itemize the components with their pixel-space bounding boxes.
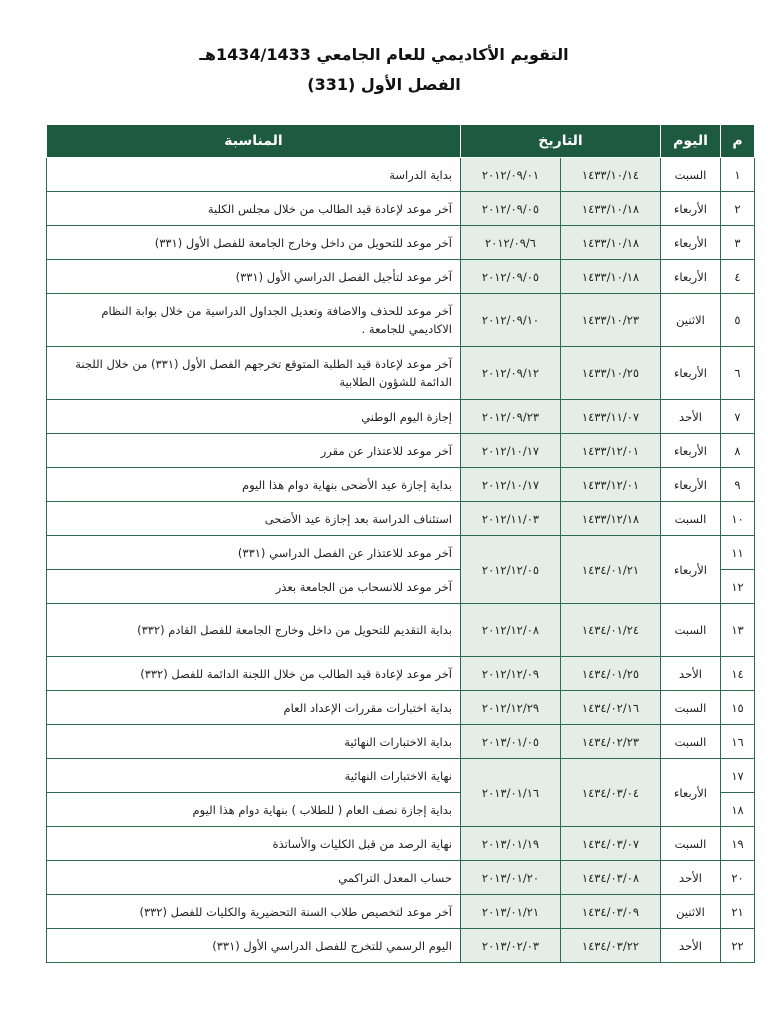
table-row	[47, 827, 755, 861]
row-day: الأربعاء	[661, 468, 721, 502]
row-hijri-date: ١٤٣٣/١٠/١٨	[561, 192, 661, 226]
row-hijri-date: ١٤٣٣/١٢/١٨	[561, 502, 661, 536]
row-day: الأربعاء	[661, 192, 721, 226]
row-occasion: بداية الدراسة	[47, 158, 461, 192]
row-number: ١	[721, 158, 755, 192]
row-hijri-date: ١٤٣٣/١٢/٠١	[561, 434, 661, 468]
semester-title: الفصل الأول (331)	[307, 75, 461, 94]
row-day: السبت	[661, 691, 721, 725]
row-occasion: آخر موعد للاعتذار عن مقرر	[47, 434, 461, 468]
header-date: التاريخ	[461, 125, 661, 158]
row-number: ١٣	[721, 604, 755, 657]
row-number: ١٩	[721, 827, 755, 861]
row-number: ٧	[721, 400, 755, 434]
table-row	[47, 759, 755, 793]
row-hijri-date: ١٤٣٣/١٢/٠١	[561, 468, 661, 502]
table-row	[47, 604, 755, 657]
row-day: الأربعاء	[661, 260, 721, 294]
row-hijri-date: ١٤٣٣/١٠/١٤	[561, 158, 661, 192]
row-hijri-date: ١٤٣٤/٠٣/٢٢	[561, 929, 661, 963]
row-number: ١١	[721, 536, 755, 570]
header-number: م	[721, 125, 755, 158]
row-hijri-date: ١٤٣٣/١١/٠٧	[561, 400, 661, 434]
row-gregorian-date: ٢٠١٢/١٢/٢٩	[461, 691, 561, 725]
row-hijri-date: ١٤٣٤/٠٢/١٦	[561, 691, 661, 725]
row-hijri-date: ١٤٣٣/١٠/٢٣	[561, 294, 661, 347]
row-day: السبت	[661, 158, 721, 192]
row-gregorian-date: ٢٠١٢/٠٩/٦	[461, 226, 561, 260]
row-number: ١٢	[721, 570, 755, 604]
row-occasion: آخر موعد لإعادة قيد الطالب من خلال اللجنة الدائمة للفصل (٣٣٢)	[47, 657, 461, 691]
row-day: الأحد	[661, 861, 721, 895]
row-gregorian-date: ٢٠١٣/٠١/٠٥	[461, 725, 561, 759]
row-number: ٨	[721, 434, 755, 468]
row-hijri-date: ١٤٣٣/١٠/٢٥	[561, 347, 661, 400]
row-hijri-date: ١٤٣٣/١٠/١٨	[561, 260, 661, 294]
row-occasion: حساب المعدل التراكمي	[47, 861, 461, 895]
row-gregorian-date: ٢٠١٢/١٢/٠٨	[461, 604, 561, 657]
row-hijri-date: ١٤٣٤/٠١/٢٤	[561, 604, 661, 657]
row-hijri-date: ١٤٣٤/٠١/٢٥	[561, 657, 661, 691]
row-occasion: بداية اختبارات مقررات الإعداد العام	[47, 691, 461, 725]
table-row	[47, 226, 755, 260]
table-row	[47, 657, 755, 691]
academic-calendar-table	[46, 124, 755, 963]
row-day: السبت	[661, 725, 721, 759]
row-day: الاثنين	[661, 895, 721, 929]
row-gregorian-date: ٢٠١٢/٠٩/٠٥	[461, 192, 561, 226]
row-number: ٣	[721, 226, 755, 260]
table-row	[47, 158, 755, 192]
row-day: الأربعاء	[661, 536, 721, 604]
table-row	[47, 691, 755, 725]
row-occasion: بداية التقديم للتحويل من داخل وخارج الجامعة للفصل القادم (٣٣٢)	[47, 604, 461, 657]
row-occasion: بداية إجازة عيد الأضحى بنهاية دوام هذا اليوم	[47, 468, 461, 502]
row-occasion: آخر موعد لتخصيص طلاب السنة التحضيرية والكليات للفصل (٣٣٢)	[47, 895, 461, 929]
row-hijri-date: ١٤٣٤/٠٣/٠٤	[561, 759, 661, 827]
row-gregorian-date: ٢٠١٢/١٠/١٧	[461, 468, 561, 502]
row-hijri-date: ١٤٣٤/٠١/٢١	[561, 536, 661, 604]
row-day: الأربعاء	[661, 434, 721, 468]
document-header	[0, 40, 768, 100]
table-row	[47, 347, 755, 400]
row-occasion: استئناف الدراسة بعد إجازة عيد الأضحى	[47, 502, 461, 536]
row-day: الأحد	[661, 400, 721, 434]
row-number: ١٨	[721, 793, 755, 827]
row-hijri-date: ١٤٣٤/٠٣/٠٨	[561, 861, 661, 895]
row-day: السبت	[661, 827, 721, 861]
row-number: ١٥	[721, 691, 755, 725]
table-row	[47, 434, 755, 468]
row-day: الأحد	[661, 657, 721, 691]
row-gregorian-date: ٢٠١٣/٠١/٢١	[461, 895, 561, 929]
row-gregorian-date: ٢٠١٢/١٢/٠٥	[461, 536, 561, 604]
header-day: اليوم	[661, 125, 721, 158]
row-gregorian-date: ٢٠١٢/١١/٠٣	[461, 502, 561, 536]
row-number: ٦	[721, 347, 755, 400]
row-number: ٢٠	[721, 861, 755, 895]
table-row	[47, 294, 755, 347]
row-occasion: آخر موعد لإعادة قيد الطلبة المتوقع تخرجهم الفصل الأول (٣٣١) من خلال اللجنة الدائمة للشؤون الطلابية	[47, 347, 461, 400]
row-day: الأحد	[661, 929, 721, 963]
row-hijri-date: ١٤٣٤/٠٢/٢٣	[561, 725, 661, 759]
row-gregorian-date: ٢٠١٣/٠١/١٩	[461, 827, 561, 861]
row-day: السبت	[661, 604, 721, 657]
table-row	[47, 895, 755, 929]
row-occasion: آخر موعد للانسحاب من الجامعة بعذر	[47, 570, 461, 604]
row-number: ٥	[721, 294, 755, 347]
row-occasion: آخر موعد للاعتذار عن الفصل الدراسي (٣٣١)	[47, 536, 461, 570]
row-occasion: آخر موعد لإعادة قيد الطالب من خلال مجلس الكلية	[47, 192, 461, 226]
row-occasion: بداية الاختبارات النهائية	[47, 725, 461, 759]
row-gregorian-date: ٢٠١٣/٠٢/٠٣	[461, 929, 561, 963]
row-number: ٢٢	[721, 929, 755, 963]
row-occasion: اليوم الرسمي للتخرج للفصل الدراسي الأول (٣٣١)	[47, 929, 461, 963]
table-header-row	[47, 125, 755, 158]
table-row	[47, 861, 755, 895]
row-number: ١٤	[721, 657, 755, 691]
row-occasion: نهاية الرصد من قبل الكليات والأساتذة	[47, 827, 461, 861]
row-day: الأربعاء	[661, 226, 721, 260]
row-gregorian-date: ٢٠١٢/٠٩/١٠	[461, 294, 561, 347]
row-gregorian-date: ٢٠١٢/٠٩/٢٣	[461, 400, 561, 434]
row-number: ١٦	[721, 725, 755, 759]
table-row	[47, 400, 755, 434]
row-occasion: آخر موعد لتأجيل الفصل الدراسي الأول (٣٣١)	[47, 260, 461, 294]
table-row	[47, 725, 755, 759]
row-gregorian-date: ٢٠١٢/٠٩/٠١	[461, 158, 561, 192]
table-row	[47, 929, 755, 963]
row-hijri-date: ١٤٣٤/٠٣/٠٧	[561, 827, 661, 861]
table-row	[47, 536, 755, 570]
row-number: ٤	[721, 260, 755, 294]
header-occasion: المناسبة	[47, 125, 461, 158]
row-occasion: آخر موعد للحذف والاضافة وتعديل الجداول الدراسية من خلال بوابة النظام الاكاديمي للجامعة .	[47, 294, 461, 347]
row-number: ٢١	[721, 895, 755, 929]
table-row	[47, 192, 755, 226]
row-gregorian-date: ٢٠١٣/٠١/٢٠	[461, 861, 561, 895]
row-day: الاثنين	[661, 294, 721, 347]
row-gregorian-date: ٢٠١٢/١٠/١٧	[461, 434, 561, 468]
table-row	[47, 502, 755, 536]
table-row	[47, 468, 755, 502]
row-gregorian-date: ٢٠١٣/٠١/١٦	[461, 759, 561, 827]
row-gregorian-date: ٢٠١٢/١٢/٠٩	[461, 657, 561, 691]
row-number: ١٧	[721, 759, 755, 793]
row-number: ١٠	[721, 502, 755, 536]
row-occasion: آخر موعد للتحويل من داخل وخارج الجامعة للفصل الأول (٣٣١)	[47, 226, 461, 260]
row-day: السبت	[661, 502, 721, 536]
row-gregorian-date: ٢٠١٢/٠٩/١٢	[461, 347, 561, 400]
row-occasion: نهاية الاختبارات النهائية	[47, 759, 461, 793]
row-day: الأربعاء	[661, 759, 721, 827]
row-number: ٢	[721, 192, 755, 226]
row-occasion: إجازة اليوم الوطني	[47, 400, 461, 434]
row-day: الأربعاء	[661, 347, 721, 400]
row-gregorian-date: ٢٠١٢/٠٩/٠٥	[461, 260, 561, 294]
row-hijri-date: ١٤٣٣/١٠/١٨	[561, 226, 661, 260]
row-number: ٩	[721, 468, 755, 502]
row-occasion: بداية إجازة نصف العام ( للطلاب ) بنهاية دوام هذا اليوم	[47, 793, 461, 827]
row-hijri-date: ١٤٣٤/٠٣/٠٩	[561, 895, 661, 929]
table-row	[47, 260, 755, 294]
document-title: التقويم الأكاديمي للعام الجامعي 1434/1433هـ	[199, 45, 569, 64]
